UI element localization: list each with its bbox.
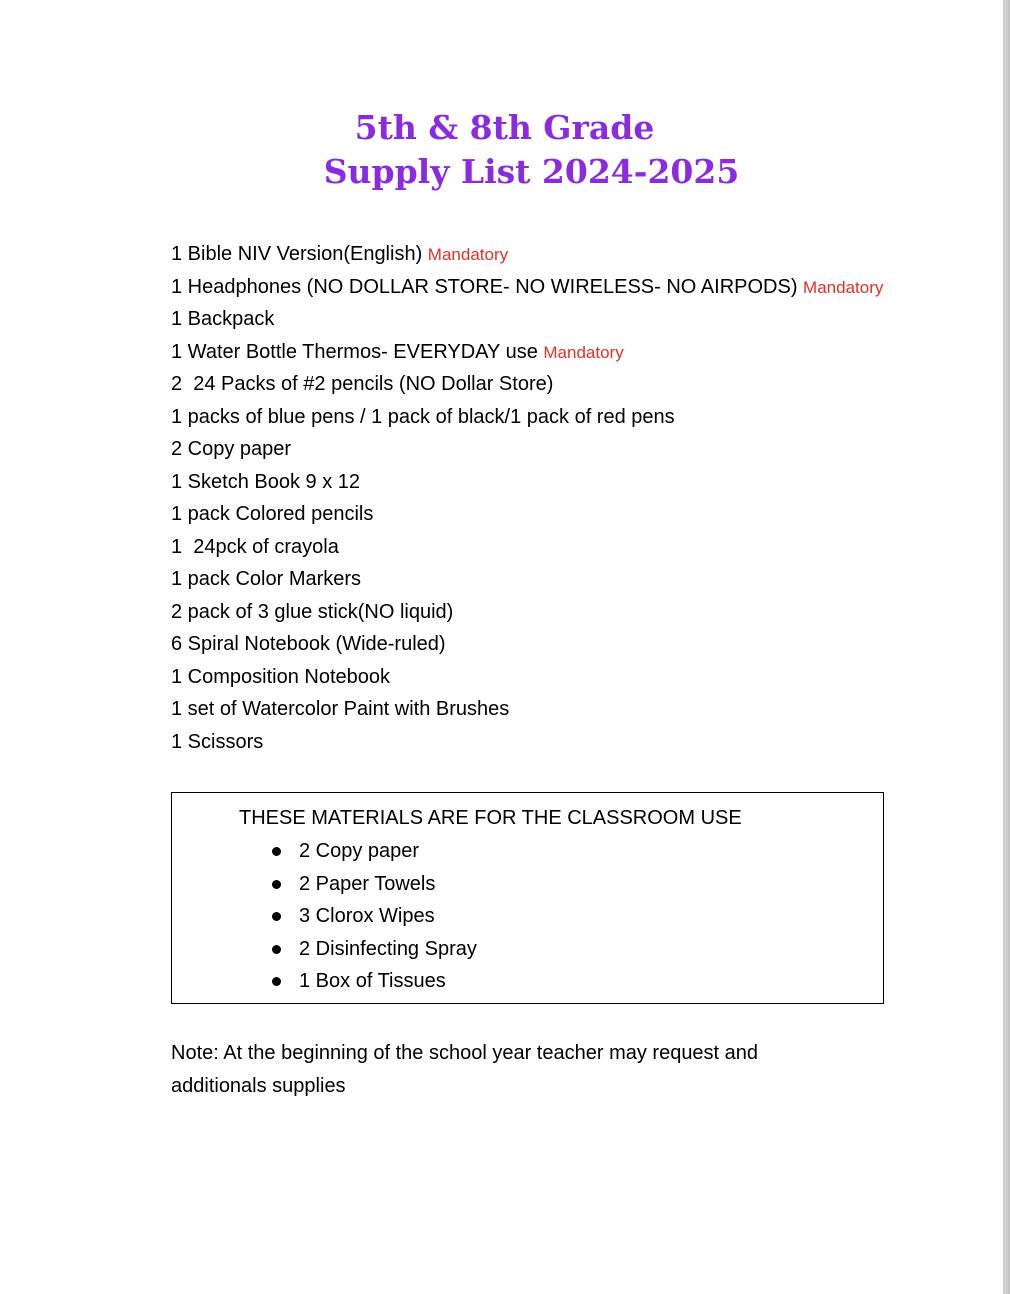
supply-item-text: 2 Copy paper — [171, 438, 292, 460]
bullet-icon — [272, 945, 281, 954]
supply-item — [171, 661, 883, 694]
supply-list — [171, 238, 883, 758]
supply-item-text: 1 Backpack — [171, 308, 275, 330]
supply-item — [171, 498, 883, 531]
classroom-item — [268, 933, 477, 966]
supply-item-text: 6 Spiral Notebook (Wide-ruled) — [171, 633, 446, 655]
supply-item — [171, 466, 883, 499]
supply-item — [171, 303, 883, 336]
supply-item — [171, 336, 883, 369]
supply-item — [171, 401, 883, 434]
supply-item-text: 1 Bible NIV Version(English) — [171, 243, 428, 265]
supply-item-text: 1 packs of blue pens / 1 pack of black/1 pack of red pens — [171, 405, 675, 428]
bullet-icon — [272, 912, 281, 921]
classroom-item-text: 3 Clorox Wipes — [299, 905, 435, 927]
classroom-item — [268, 835, 477, 868]
supply-item — [171, 693, 883, 726]
supply-item-text: 1 Scissors — [171, 730, 264, 753]
classroom-items-list — [268, 835, 477, 998]
title-grade: 5th & 8th Grade — [354, 108, 655, 147]
supply-item — [171, 433, 883, 466]
note-text: Note: At the beginning of the school year teacher may request and additionals supplies — [171, 1042, 759, 1097]
supply-item-text: 1 pack Colored pencils — [171, 503, 374, 525]
classroom-item — [268, 965, 477, 998]
classroom-materials-box — [171, 792, 884, 1004]
mandatory-label: Mandatory — [803, 277, 884, 297]
supply-item-text: 1 24pck of crayola — [171, 535, 339, 558]
supply-item — [171, 596, 883, 629]
supply-item-text: 1 pack Color Markers — [171, 568, 362, 590]
supply-item — [171, 628, 883, 661]
supply-item-text: 1 set of Watercolor Paint with Brushes — [171, 698, 510, 720]
classroom-item — [268, 868, 477, 901]
bullet-icon — [272, 847, 281, 856]
page-edge-shadow — [1003, 0, 1010, 1294]
mandatory-label: Mandatory — [543, 342, 624, 362]
supply-item — [171, 368, 883, 401]
classroom-item-text: 2 Disinfecting Spray — [299, 937, 477, 960]
supply-item — [171, 238, 883, 271]
classroom-item — [268, 900, 477, 933]
supply-item-text: 1 Headphones (NO DOLLAR STORE- NO WIRELESS- NO AIRPODS) — [171, 275, 804, 298]
supply-item-text: 1 Composition Notebook — [171, 665, 391, 688]
classroom-item-text: 2 Copy paper — [299, 840, 420, 862]
bullet-icon — [272, 977, 281, 986]
supply-item — [171, 271, 883, 304]
bullet-icon — [272, 880, 281, 889]
supply-item-text: 1 Sketch Book 9 x 12 — [171, 470, 361, 493]
title-supply-list: Supply List 2024-2025 — [323, 152, 740, 191]
classroom-item-text: 1 Box of Tissues — [299, 970, 446, 992]
classroom-heading: THESE MATERIALS ARE FOR THE CLASSROOM USE — [239, 807, 742, 829]
supply-item-text: 1 Water Bottle Thermos- EVERYDAY use — [171, 340, 544, 363]
title-line-1 — [0, 106, 1003, 150]
classroom-item-text: 2 Paper Towels — [299, 872, 436, 895]
mandatory-label: Mandatory — [427, 245, 509, 264]
supply-item-text: 2 pack of 3 glue stick(NO liquid) — [171, 600, 454, 623]
title-line-2 — [0, 150, 1003, 194]
supply-item — [171, 531, 883, 564]
supply-item — [171, 563, 883, 596]
supply-item — [171, 726, 883, 759]
supply-item-text: 2 24 Packs of #2 pencils (NO Dollar Store) — [171, 373, 554, 395]
